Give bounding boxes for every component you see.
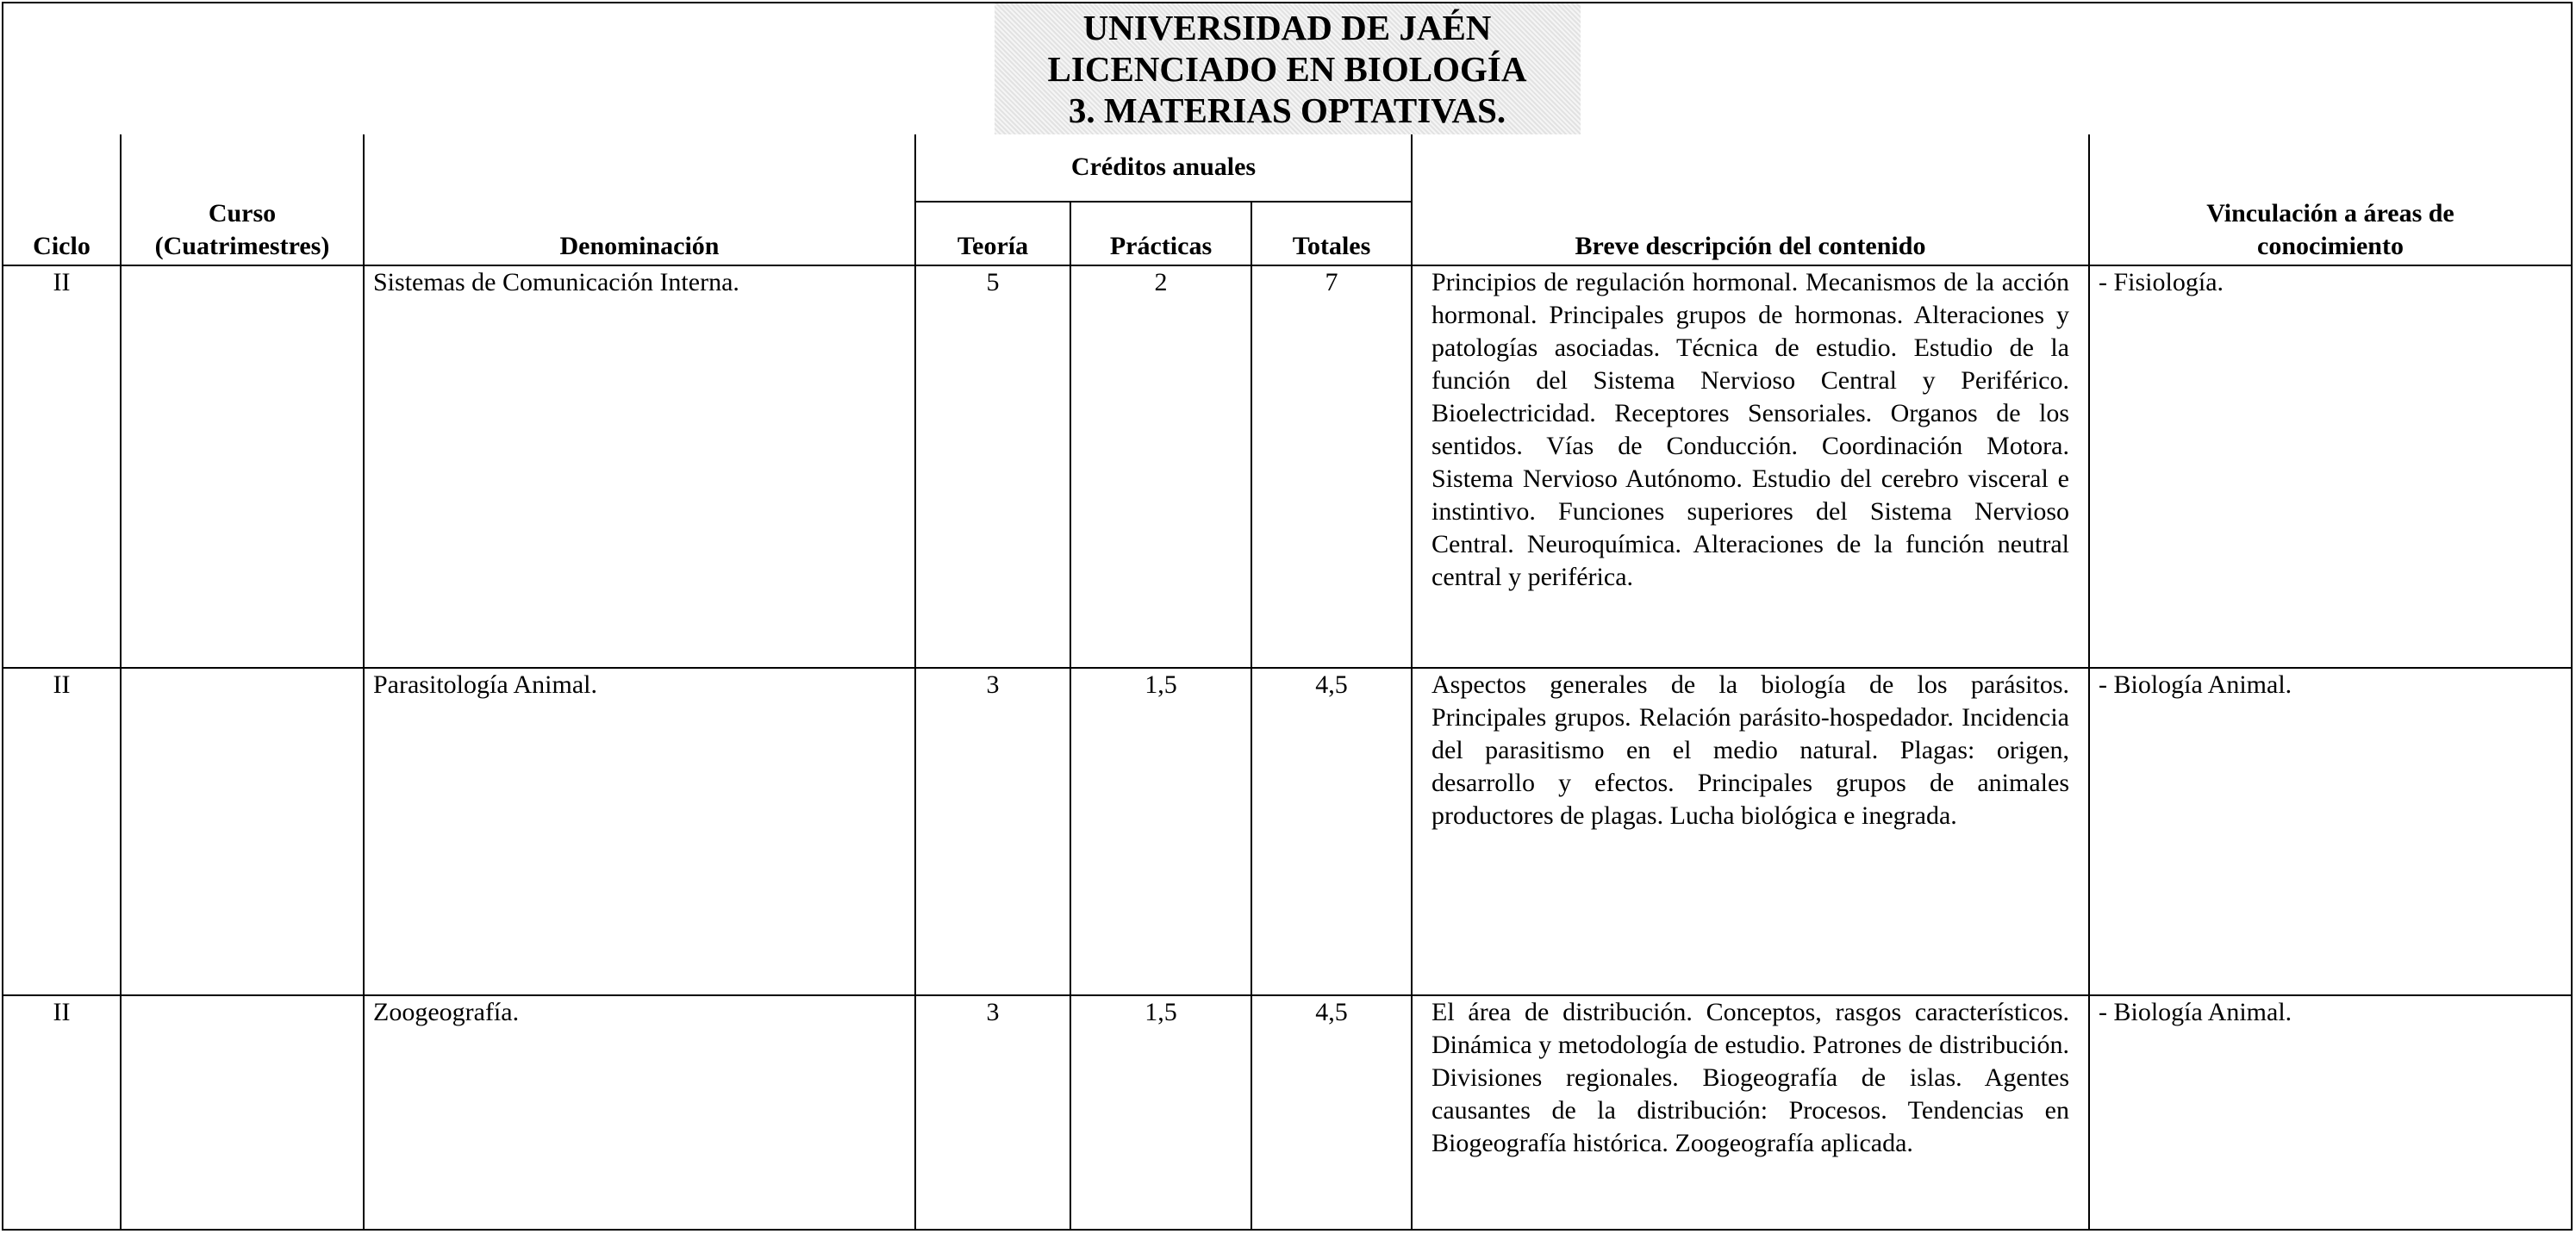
cell-ciclo: II [3,668,121,995]
col-header-creditos: Créditos anuales [915,134,1412,202]
subjects-table [3,134,2571,1229]
cell-curso [121,265,364,668]
cell-totales: 4,5 [1251,995,1412,1229]
col-header-curso [121,134,364,265]
curso-label: Curso [208,199,277,227]
cell-descripcion: Aspectos generales de la biología de los parásitos. Principales grupos. Relación parásito-hospedador. Incidencia del parasitismo en el medio natural. Plagas: origen, desarrollo y efectos. Principales grupos de animales productores de plagas. Lucha biológica e inegrada. [1412,668,2089,995]
document-header [3,3,2571,134]
cell-vinculacion: - Biología Animal. [2089,995,2571,1229]
cell-descripcion: Principios de regulación hormonal. Mecanismos de la acción hormonal. Principales grupos de hormonas. Alteraciones y patologías asociadas. Técnica de estudio. Estudio de la función del Sistema Nervioso Central y Periférico. Bioelectricidad. Receptores Sensoriales. Organos de los sentidos. Vías de Conducción. Coordinación Motora. Sistema Nervioso Autónomo. Estudio del cerebro visceral e instintivo. Funciones superiores del Sistema Nervioso Central. Neuroquímica. Alteraciones de la función neutral central y periférica. [1412,265,2089,668]
degree-title: LICENCIADO EN BIOLOGÍA [1047,49,1527,89]
col-header-descripcion: Breve descripción del contenido [1412,134,2089,265]
document-page [2,2,2573,1231]
cell-denominacion: Parasitología Animal. [364,668,915,995]
cell-teoria: 3 [915,668,1070,995]
cell-totales: 7 [1251,265,1412,668]
cell-descripcion: El área de distribución. Conceptos, rasgos característicos. Dinámica y metodología de estudio. Patrones de distribución. Divisiones regionales. Biogeografía de islas. Agentes causantes de la distribución: Procesos. Tendencias en Biogeografía histórica. Zoogeografía aplicada. [1412,995,2089,1229]
cell-teoria: 3 [915,995,1070,1229]
curso-sublabel: (Cuatrimestres) [154,232,330,260]
table-row [3,265,2571,668]
table-row [3,668,2571,995]
header-row-top [3,134,2571,202]
cell-curso [121,668,364,995]
col-header-totales: Totales [1251,202,1412,265]
cell-ciclo: II [3,265,121,668]
cell-practicas: 1,5 [1070,668,1251,995]
cell-curso [121,995,364,1229]
col-header-vinculacion: Vinculación a áreas de conocimiento [2089,134,2571,265]
col-header-practicas: Prácticas [1070,202,1251,265]
cell-vinculacion: - Fisiología. [2089,265,2571,668]
cell-denominacion: Zoogeografía. [364,995,915,1229]
university-title: UNIVERSIDAD DE JAÉN [1082,8,1492,47]
cell-ciclo: II [3,995,121,1229]
cell-vinculacion: - Biología Animal. [2089,668,2571,995]
col-header-ciclo: Ciclo [3,134,121,265]
cell-teoria: 5 [915,265,1070,668]
cell-totales: 4,5 [1251,668,1412,995]
cell-practicas: 1,5 [1070,995,1251,1229]
section-title: 3. MATERIAS OPTATIVAS. [1068,90,1506,130]
col-header-teoria: Teoría [915,202,1070,265]
cell-practicas: 2 [1070,265,1251,668]
header-lines [3,7,2571,131]
table-row [3,995,2571,1229]
col-header-denominacion: Denominación [364,134,915,265]
cell-denominacion: Sistemas de Comunicación Interna. [364,265,915,668]
